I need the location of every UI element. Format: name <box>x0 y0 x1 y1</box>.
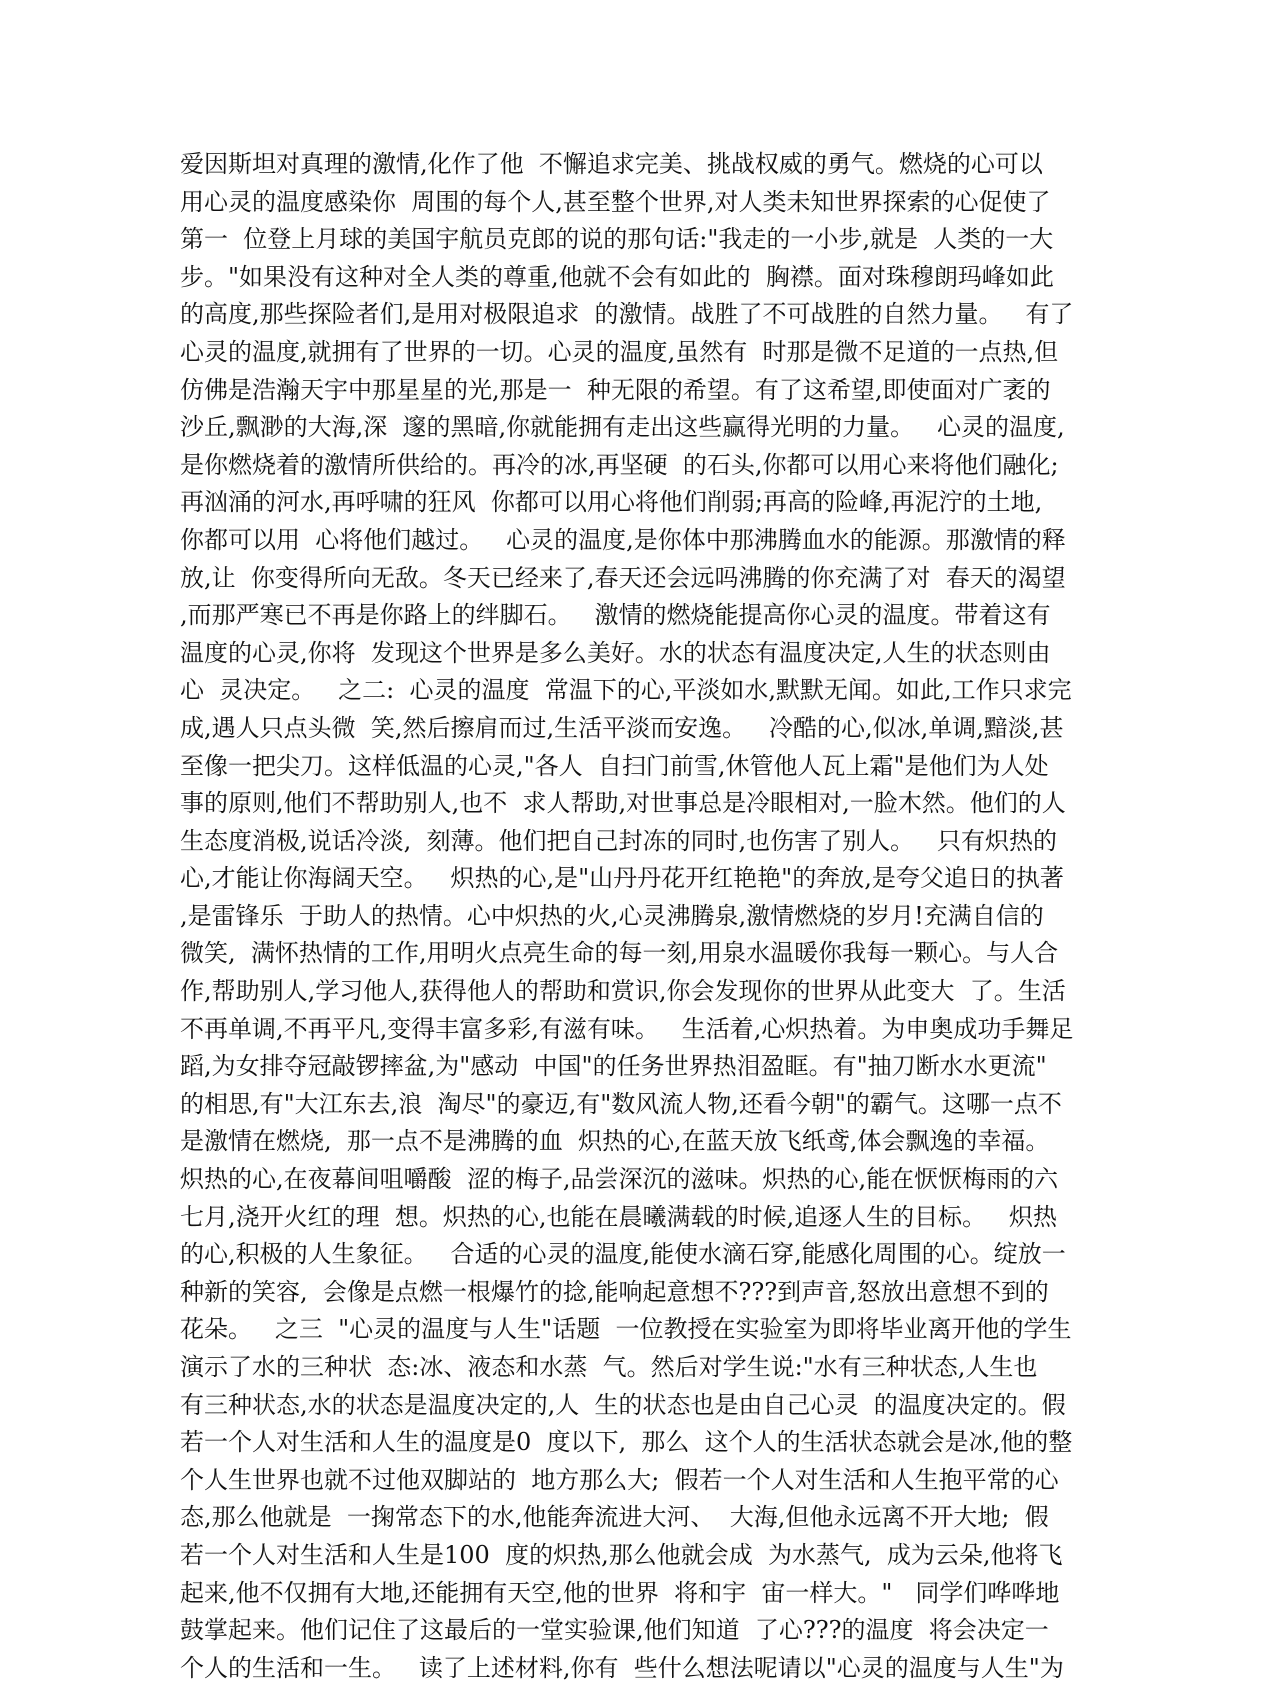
text-line: 个人的生活和一生。 读了上述材料,你有 些什么想法呢请以"心灵的温度与人生"为 <box>180 1653 1064 1682</box>
text-line: 是激情在燃烧, 那一点不是沸腾的血 炽热的心,在蓝天放飞纸鸢,体会飘逸的幸福。 <box>180 1127 1050 1156</box>
text-line: 起来,他不仅拥有大地,还能拥有天空,他的世界 将和宇 宙一样大。" 同学们哗哗地 <box>180 1578 1060 1607</box>
text-line: 第一 位登上月球的美国宇航员克郎的说的那句话:"我走的一小步,就是 人类的一大 <box>180 225 1054 254</box>
text-line: 微笑, 满怀热情的工作,用明火点亮生命的每一刻,用泉水温暖你我每一颗心。与人合 <box>180 939 1059 968</box>
text-line: 蹈,为女排夺冠敲锣摔盆,为"感动 中国"的任务世界热泪盈眶。有"抽刀断水水更流" <box>180 1052 1047 1081</box>
text-line: 鼓掌起来。他们记住了这最后的一堂实验课,他们知道 了心???的温度 将会决定一 <box>180 1616 1049 1645</box>
text-line: 你都可以用 心将他们越过。 心灵的温度,是你体中那沸腾血水的能源。那激情的释 <box>180 525 1066 554</box>
text-line: 七月,浇开火红的理 想。炽热的心,也能在晨曦满载的时候,追逐人生的目标。 炽热 <box>180 1202 1058 1231</box>
text-line: 放,让 你变得所向无敌。冬天已经来了,春天还会远吗沸腾的你充满了对 春天的渴望 <box>180 563 1066 592</box>
text-line: 爱因斯坦对真理的激情,化作了他 不懈追求完美、挑战权威的勇气。燃烧的心可以 <box>180 150 1043 178</box>
text-line: 至像一把尖刀。这样低温的心灵,"各人 自扫门前雪,休管他人瓦上霜"是他们为人处 <box>180 751 1049 780</box>
text-line: 心 灵决定。 之二: 心灵的温度 常温下的心,平淡如水,默默无闻。如此,工作只求完 <box>180 676 1072 705</box>
text-line: 态,那么他就是 一掬常态下的水,他能奔流进大河、 大海,但他永远离不开大地; 假 <box>180 1503 1049 1532</box>
text-line: 不再单调,不再平凡,变得丰富多彩,有滋有味。 生活着,心炽热着。为申奥成功手舞足 <box>180 1014 1074 1043</box>
text-line: 沙丘,飘渺的大海,深 邃的黑暗,你就能拥有走出这些赢得光明的力量。 心灵的温度, <box>180 413 1065 442</box>
text-line: 花朵。 之三 "心灵的温度与人生"话题 一位教授在实验室为即将毕业离开他的学生 <box>180 1315 1072 1344</box>
text-line: ,而那严寒已不再是你路上的绊脚石。 激情的燃烧能提高你心灵的温度。带着这有 <box>180 601 1051 630</box>
text-line: 是你燃烧着的激情所供给的。再冷的冰,再坚硬 的石头,你都可以用心来将他们融化; <box>180 450 1059 479</box>
text-line: 有三种状态,水的状态是温度决定的,人 生的状态也是由自己心灵 的温度决定的。假 <box>180 1390 1066 1419</box>
text-line: 若一个人对生活和人生是100 度的炽热,那么他就会成 为水蒸气, 成为云朵,他将飞 <box>180 1540 1063 1569</box>
text-line: 事的原则,他们不帮助别人,也不 求人帮助,对世事总是冷眼相对,一脸木然。他们的人 <box>180 789 1066 818</box>
text-line: 演示了水的三种状 态:冰、液态和水蒸 气。然后对学生说:"水有三种状态,人生也 <box>180 1353 1038 1381</box>
text-line: 种新的笑容, 会像是点燃一根爆竹的捻,能响起意想不???到声音,怒放出意想不到的 <box>180 1277 1049 1306</box>
text-line: 步。"如果没有这种对全人类的尊重,他就不会有如此的 胸襟。面对珠穆朗玛峰如此 <box>180 262 1054 291</box>
text-line: 的心,积极的人生象征。 合适的心灵的温度,能使水滴石穿,能感化周围的心。绽放一 <box>180 1240 1066 1269</box>
text-line: 炽热的心,在夜幕间咀嚼酸 涩的梅子,品尝深沉的滋味。炽热的心,能在恹恹梅雨的六 <box>180 1165 1059 1194</box>
text-line: 生态度消极,说话冷淡, 刻薄。他们把自己封冻的同时,也伤害了别人。 只有炽热的 <box>180 826 1058 855</box>
text-line: 心灵的温度,就拥有了世界的一切。心灵的温度,虽然有 时那是微不足道的一点热,但 <box>180 337 1059 366</box>
text-line: 仿佛是浩瀚天宇中那星星的光,那是一 种无限的希望。有了这希望,即使面对广袤的 <box>180 375 1051 404</box>
document-page <box>180 146 1080 1687</box>
text-line: 的高度,那些探险者们,是用对极限追求 的激情。战胜了不可战胜的自然力量。 有了 <box>180 300 1074 329</box>
text-line: 作,帮助别人,学习他人,获得他人的帮助和赏识,你会发现你的世界从此变大 了。生活 <box>180 977 1066 1006</box>
text-line: 成,遇人只点头微 笑,然后擦肩而过,生活平淡而安逸。 冷酷的心,似冰,单调,黯淡,甚 <box>180 713 1064 742</box>
text-line: 再汹涌的河水,再呼啸的狂风 你都可以用心将他们削弱;再高的险峰,再泥泞的土地, <box>180 488 1043 517</box>
text-line: 温度的心灵,你将 发现这个世界是多么美好。水的状态有温度决定,人生的状态则由 <box>180 638 1051 667</box>
text-line: 个人生世界也就不过他双脚站的 地方那么大; 假若一个人对生活和人生抱平常的心 <box>180 1465 1059 1494</box>
text-line: 用心灵的温度感染你 周围的每个人,甚至整个世界,对人类未知世界探索的心促使了 <box>180 187 1051 216</box>
text-line: ,是雷锋乐 于助人的热情。心中炽热的火,心灵沸腾泉,激情燃烧的岁月!充满自信的 <box>180 901 1044 930</box>
text-line: 心,才能让你海阔天空。 炽热的心,是"山丹丹花开红艳艳"的奔放,是夸父追日的执著 <box>180 864 1064 893</box>
text-line: 若一个人对生活和人生的温度是0 度以下, 那么 这个人的生活状态就会是冰,他的整 <box>180 1428 1073 1457</box>
text-line: 的相思,有"大江东去,浪 淘尽"的豪迈,有"数风流人物,还看今朝"的霸气。这哪一点不 <box>180 1089 1062 1118</box>
